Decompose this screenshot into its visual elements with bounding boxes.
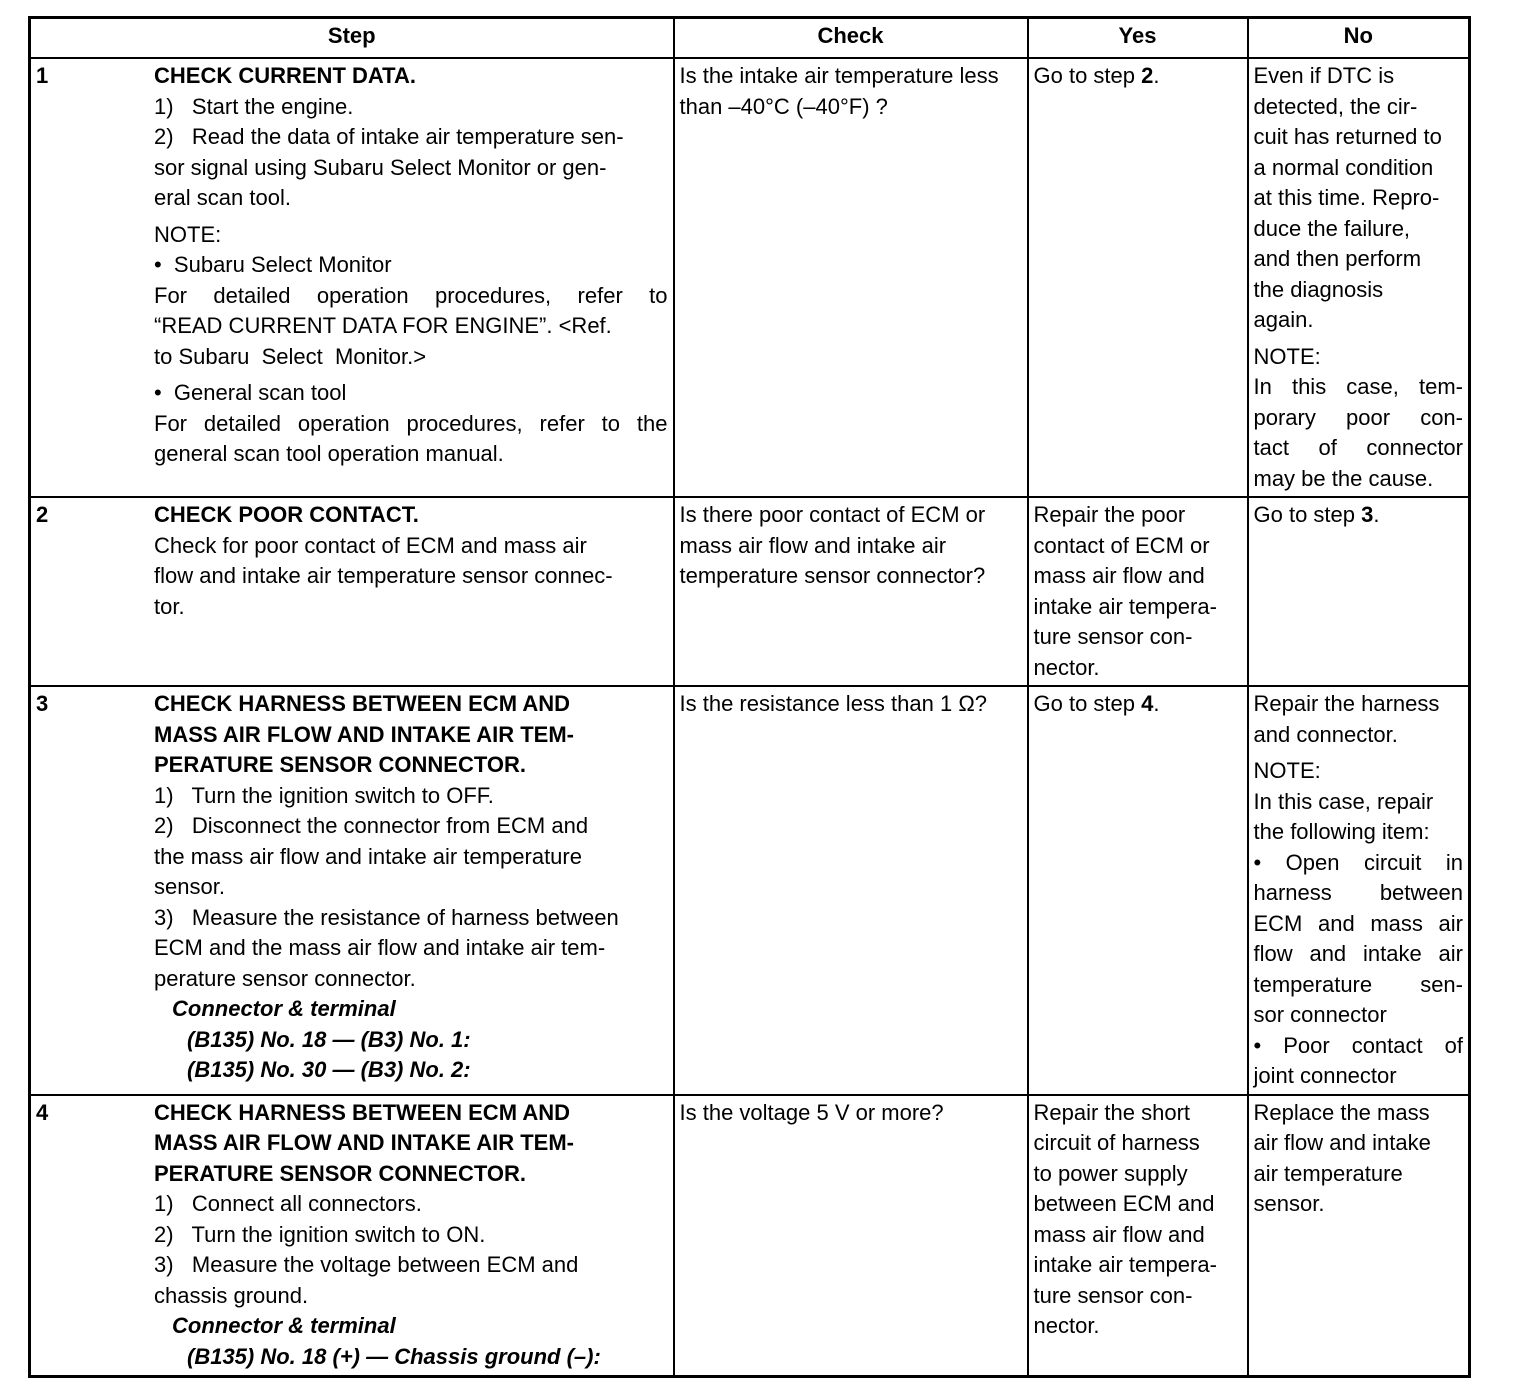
step-line: Check for poor contact of ECM and mass air: [154, 532, 587, 558]
header-check: Check: [674, 18, 1028, 59]
connector-label: Connector & terminal: [172, 1313, 396, 1338]
note-line: For detailed operation procedures, refer to: [154, 282, 668, 308]
no-note-line: sor connector: [1253, 1002, 1387, 1027]
step-line: 2) Disconnect the connector from ECM and: [154, 813, 589, 838]
step-line: sensor.: [154, 874, 225, 899]
no-suffix: .: [1373, 502, 1380, 527]
note-label: NOTE:: [154, 221, 222, 247]
step-line: 3) Measure the resistance of harness between: [154, 904, 619, 930]
no-line: again.: [1253, 307, 1314, 332]
no-line: cuit has returned to: [1253, 124, 1442, 149]
check-cell: Is the voltage 5 V or more?: [674, 1095, 1028, 1377]
step-line: ECM and the mass air flow and intake air tem-: [154, 935, 606, 960]
no-line: a normal condition: [1253, 154, 1434, 180]
yes-suffix: .: [1153, 63, 1160, 88]
no-note-label: NOTE:: [1253, 758, 1321, 783]
table-row: [30, 58, 1470, 497]
header-no: No: [1248, 18, 1470, 59]
yes-suffix: .: [1153, 691, 1160, 716]
step-number: 4: [36, 1099, 49, 1125]
note-line: “READ CURRENT DATA FOR ENGINE”. <Ref.: [154, 313, 612, 338]
step-cell: [30, 58, 674, 497]
connector-terminal: (B135) No. 18 (+) — Chassis ground (–):: [187, 1343, 601, 1369]
check-cell: Is there poor contact of ECM or mass air flow and intake air temperature sensor connector?: [674, 497, 1028, 686]
header-yes: Yes: [1028, 18, 1248, 59]
yes-line: ture sensor con-: [1033, 624, 1193, 649]
no-cell: [1248, 686, 1470, 1095]
no-line: Repair the harness: [1253, 691, 1440, 716]
step-line: 1) Turn the ignition switch to OFF.: [154, 782, 494, 808]
note-line: For detailed operation procedures, refer to the: [154, 410, 668, 436]
yes-text: Go to step: [1033, 63, 1142, 88]
yes-line: nector.: [1033, 654, 1100, 680]
no-cell: [1248, 497, 1470, 686]
step-title: PERATURE SENSOR CONNECTOR.: [154, 1160, 527, 1186]
no-note-line: harness between: [1253, 880, 1463, 905]
no-note-line: In this case, repair: [1253, 788, 1434, 814]
yes-line: ture sensor con-: [1033, 1282, 1193, 1308]
yes-line: circuit of harness: [1033, 1130, 1200, 1155]
step-title: CHECK HARNESS BETWEEN ECM AND: [154, 1099, 570, 1125]
step-line: 1) Start the engine.: [154, 93, 354, 119]
step-title: MASS AIR FLOW AND INTAKE AIR TEM-: [154, 1130, 574, 1155]
no-note-line: In this case, tem-: [1253, 374, 1463, 399]
diagnostic-table: [28, 16, 1471, 1378]
no-text: Go to step: [1253, 502, 1362, 527]
connector-label: Connector & terminal: [172, 996, 396, 1021]
step-line: chassis ground.: [154, 1282, 309, 1308]
step-line: sor signal using Subaru Select Monitor or gen-: [154, 154, 607, 180]
table-row: [30, 686, 1470, 1095]
step-number: 3: [36, 691, 49, 716]
yes-line: intake air tempera-: [1033, 593, 1217, 619]
step-line: perature sensor connector.: [154, 965, 416, 991]
table-row: [30, 1095, 1470, 1377]
note-bullet: • General scan tool: [154, 380, 347, 405]
step-line: 1) Connect all connectors.: [154, 1191, 422, 1216]
connector-terminal: (B135) No. 30 — (B3) No. 2:: [187, 1057, 471, 1082]
step-cell: [30, 497, 674, 686]
no-line: and then perform: [1253, 246, 1422, 271]
no-note-line: • Open circuit in: [1253, 849, 1463, 875]
step-cell: [30, 686, 674, 1095]
no-line: at this time. Repro-: [1253, 185, 1440, 210]
no-note-line: flow and intake air: [1253, 941, 1463, 966]
no-cell: [1248, 1095, 1470, 1377]
no-note-line: porary poor con-: [1253, 404, 1463, 430]
no-note-line: the following item:: [1253, 819, 1430, 844]
no-note-line: ECM and mass air: [1253, 910, 1463, 936]
yes-text: Go to step: [1033, 691, 1142, 716]
table-row: [30, 497, 1470, 686]
no-line: air flow and intake: [1253, 1130, 1431, 1155]
step-title: CHECK HARNESS BETWEEN ECM AND: [154, 691, 570, 716]
step-title: CHECK POOR CONTACT.: [154, 502, 419, 527]
yes-cell: [1028, 497, 1248, 686]
step-number: 1: [36, 63, 49, 88]
no-line: sensor.: [1253, 1191, 1325, 1216]
note-bullet: • Subaru Select Monitor: [154, 252, 392, 277]
no-line: the diagnosis: [1253, 276, 1384, 302]
step-line: 2) Turn the ignition switch to ON.: [154, 1221, 486, 1247]
step-title: PERATURE SENSOR CONNECTOR.: [154, 752, 527, 777]
step-number: 2: [36, 502, 49, 527]
no-line: Replace the mass: [1253, 1099, 1430, 1125]
step-line: flow and intake air temperature sensor connec-: [154, 563, 613, 588]
no-cell: [1248, 58, 1470, 497]
step-line: 2) Read the data of intake air temperature sen-: [154, 124, 624, 149]
yes-cell: [1028, 58, 1248, 497]
note-line: to Subaru Select Monitor.>: [154, 343, 427, 369]
no-note-line: temperature sen-: [1253, 971, 1463, 997]
yes-line: nector.: [1033, 1313, 1100, 1338]
no-note-line: tact of connector: [1253, 435, 1463, 460]
yes-line: to power supply: [1033, 1160, 1188, 1186]
check-cell: Is the resistance less than 1 Ω?: [674, 686, 1028, 1095]
yes-line: Repair the poor: [1033, 502, 1186, 527]
no-note-line: • Poor contact of: [1253, 1032, 1463, 1058]
step-line: 3) Measure the voltage between ECM and: [154, 1252, 579, 1277]
no-note-line: may be the cause.: [1253, 465, 1434, 491]
step-line: tor.: [154, 593, 185, 619]
yes-cell: [1028, 1095, 1248, 1377]
no-line: Even if DTC is: [1253, 63, 1395, 88]
yes-line: between ECM and: [1033, 1191, 1215, 1216]
check-cell: Is the intake air temperature less than –40°C (–40°F) ?: [674, 58, 1028, 497]
no-line: detected, the cir-: [1253, 93, 1418, 119]
yes-line: mass air flow and: [1033, 563, 1205, 588]
no-line: and connector.: [1253, 721, 1398, 747]
no-line: air temperature: [1253, 1160, 1403, 1186]
yes-line: contact of ECM or: [1033, 532, 1210, 558]
header-step: Step: [30, 18, 674, 59]
yes-line: intake air tempera-: [1033, 1252, 1217, 1277]
no-line: duce the failure,: [1253, 215, 1411, 241]
connector-terminal: (B135) No. 18 — (B3) No. 1:: [187, 1026, 471, 1052]
yes-step-number: 2: [1141, 63, 1154, 88]
step-title: MASS AIR FLOW AND INTAKE AIR TEM-: [154, 721, 574, 747]
step-line: the mass air flow and intake air temperature: [154, 843, 582, 869]
step-cell: [30, 1095, 674, 1377]
no-note-line: joint connector: [1253, 1063, 1397, 1088]
no-step-number: 3: [1361, 502, 1374, 527]
step-title: CHECK CURRENT DATA.: [154, 63, 416, 88]
note-line: general scan tool operation manual.: [154, 441, 504, 466]
yes-step-number: 4: [1141, 691, 1154, 716]
header-row: [30, 18, 1470, 59]
step-line: eral scan tool.: [154, 185, 291, 210]
no-note-label: NOTE:: [1253, 343, 1321, 369]
yes-line: mass air flow and: [1033, 1221, 1205, 1247]
yes-cell: [1028, 686, 1248, 1095]
yes-line: Repair the short: [1033, 1099, 1191, 1125]
